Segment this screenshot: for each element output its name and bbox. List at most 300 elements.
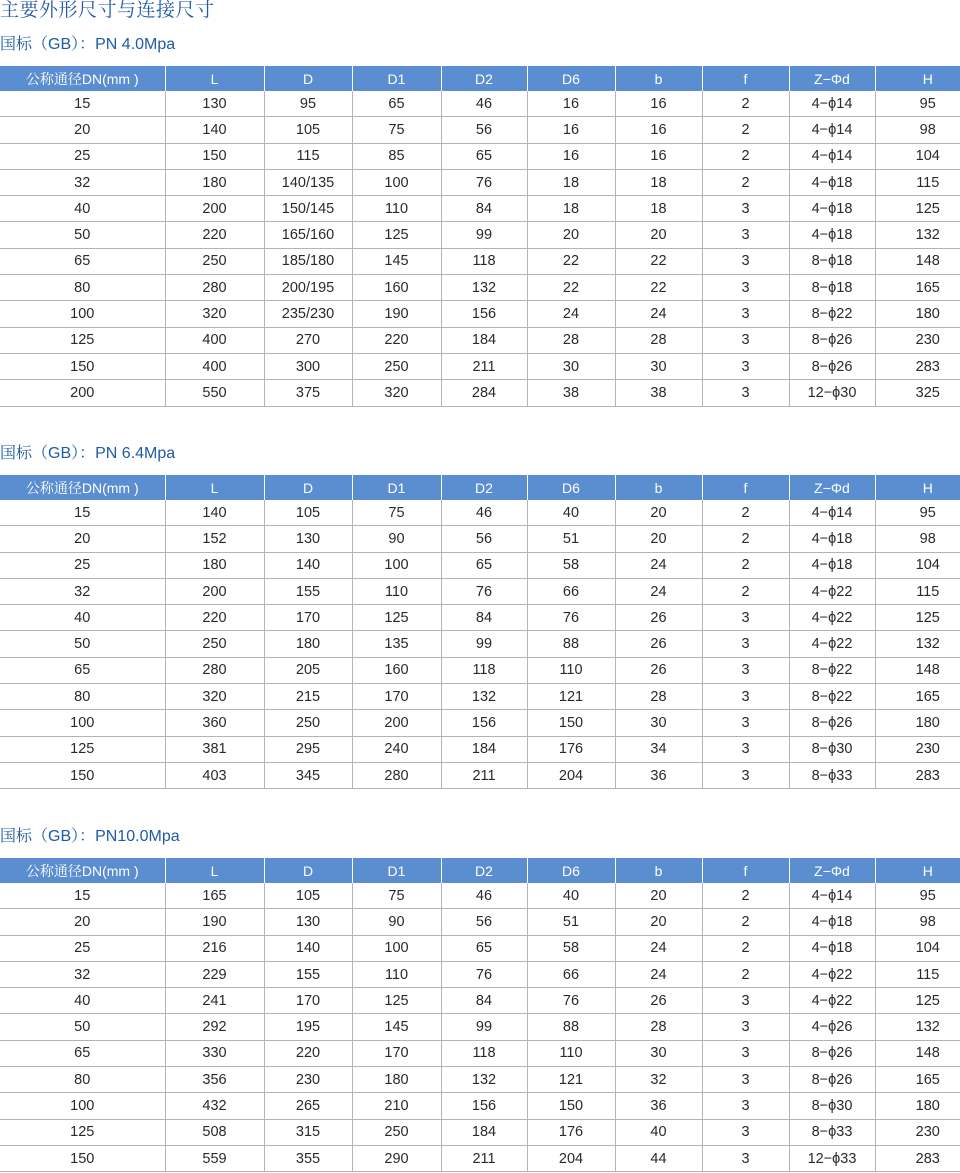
table-cell: 8−ϕ22 [789,301,875,327]
table-cell: 145 [352,1014,441,1040]
table-cell: 375 [264,380,352,406]
table-cell: 118 [441,248,527,274]
table-cell: 46 [441,883,527,909]
table-cell: 76 [527,605,615,631]
table-cell: 30 [527,353,615,379]
table-cell: 16 [615,143,702,169]
table-cell: 284 [441,380,527,406]
table-cell: 355 [264,1145,352,1171]
table-cell: 250 [352,1119,441,1145]
table-cell: 235/230 [264,301,352,327]
table-cell: 125 [875,988,960,1014]
table-cell: 4−ϕ18 [789,196,875,222]
table-row [0,909,960,935]
table-cell: 8−ϕ22 [789,684,875,710]
table-cell: 4−ϕ18 [789,935,875,961]
table-cell: 125 [875,196,960,222]
table-row [0,961,960,987]
table-cell: 56 [441,526,527,552]
table-cell: 125 [352,222,441,248]
table-cell: 148 [875,248,960,274]
table-cell: 200 [165,196,264,222]
table-cell: 32 [0,169,165,195]
table-cell: 140 [165,117,264,143]
table-cell: 180 [264,631,352,657]
column-header: b [615,475,702,500]
table-cell: 26 [615,657,702,683]
table-cell: 24 [615,552,702,578]
table-cell: 2 [702,961,789,987]
table-cell: 3 [702,1093,789,1119]
table-cell: 205 [264,657,352,683]
table-cell: 180 [875,1093,960,1119]
table-cell: 125 [352,605,441,631]
table-cell: 2 [702,935,789,961]
table-cell: 150 [527,710,615,736]
table-cell: 132 [441,684,527,710]
table-cell: 165/160 [264,222,352,248]
table-cell: 50 [0,631,165,657]
table-cell: 320 [165,684,264,710]
table-cell: 4−ϕ22 [789,578,875,604]
table-cell: 3 [702,301,789,327]
table-cell: 8−ϕ22 [789,657,875,683]
column-header: D2 [441,475,527,500]
table-cell: 4−ϕ22 [789,631,875,657]
table-cell: 18 [527,169,615,195]
table-cell: 200/195 [264,275,352,301]
table-cell: 76 [441,961,527,987]
table-cell: 250 [165,631,264,657]
table-cell: 25 [0,552,165,578]
table-cell: 3 [702,1040,789,1066]
column-header: Z−Φd [789,66,875,91]
table-row [0,684,960,710]
table-cell: 152 [165,526,264,552]
table-cell: 184 [441,327,527,353]
table-cell: 4−ϕ14 [789,143,875,169]
table-cell: 125 [0,736,165,762]
table-cell: 241 [165,988,264,1014]
table-cell: 32 [615,1067,702,1093]
table-cell: 2 [702,500,789,526]
table-cell: 216 [165,935,264,961]
table-cell: 204 [527,762,615,788]
table-cell: 51 [527,526,615,552]
table-cell: 80 [0,275,165,301]
table-cell: 30 [615,710,702,736]
table-cell: 25 [0,935,165,961]
column-header: D [264,66,352,91]
column-header: D1 [352,858,441,883]
table-cell: 4−ϕ14 [789,91,875,117]
table-cell: 90 [352,909,441,935]
column-header: D2 [441,858,527,883]
table-cell: 3 [702,762,789,788]
table-cell: 2 [702,143,789,169]
table-cell: 156 [441,1093,527,1119]
table-cell: 165 [165,883,264,909]
table-cell: 3 [702,710,789,736]
table-cell: 18 [615,169,702,195]
table-cell: 140 [165,500,264,526]
table-cell: 8−ϕ18 [789,248,875,274]
table-cell: 30 [615,353,702,379]
table-cell: 104 [875,935,960,961]
table-cell: 550 [165,380,264,406]
table-cell: 50 [0,222,165,248]
table-cell: 204 [527,1145,615,1171]
table-cell: 50 [0,1014,165,1040]
column-header: Z−Φd [789,475,875,500]
table-cell: 3 [702,327,789,353]
table-cell: 176 [527,1119,615,1145]
table-cell: 280 [165,657,264,683]
column-header: L [165,66,264,91]
table-cell: 160 [352,657,441,683]
table-cell: 2 [702,526,789,552]
table-cell: 44 [615,1145,702,1171]
table-cell: 325 [875,380,960,406]
table-cell: 150 [0,762,165,788]
table-cell: 145 [352,248,441,274]
table-cell: 118 [441,657,527,683]
table-cell: 3 [702,988,789,1014]
table-cell: 65 [352,91,441,117]
table-cell: 95 [875,883,960,909]
column-header: D1 [352,66,441,91]
table-cell: 180 [875,301,960,327]
table-cell: 38 [527,380,615,406]
table-cell: 211 [441,1145,527,1171]
table-cell: 292 [165,1014,264,1040]
table-cell: 58 [527,552,615,578]
table-row [0,935,960,961]
table-cell: 110 [352,196,441,222]
table-cell: 2 [702,883,789,909]
table-cell: 36 [615,762,702,788]
table-cell: 38 [615,380,702,406]
table-cell: 3 [702,353,789,379]
table-cell: 20 [527,222,615,248]
table-cell: 3 [702,222,789,248]
table-cell: 32 [0,578,165,604]
table-cell: 283 [875,353,960,379]
table-cell: 220 [352,327,441,353]
column-header: b [615,66,702,91]
table-cell: 150 [165,143,264,169]
table-cell: 110 [352,578,441,604]
table-cell: 180 [352,1067,441,1093]
table-cell: 30 [615,1040,702,1066]
table-row [0,1014,960,1040]
table-cell: 110 [352,961,441,987]
table-cell: 98 [875,526,960,552]
table-row [0,988,960,1014]
table-cell: 95 [875,91,960,117]
table-cell: 8−ϕ26 [789,327,875,353]
table-cell: 125 [0,1119,165,1145]
table-cell: 75 [352,883,441,909]
table-cell: 156 [441,710,527,736]
table-cell: 34 [615,736,702,762]
table-header-row [0,66,960,91]
table-cell: 51 [527,909,615,935]
table-cell: 184 [441,1119,527,1145]
table-cell: 4−ϕ18 [789,552,875,578]
table-cell: 360 [165,710,264,736]
table-cell: 150/145 [264,196,352,222]
table-cell: 100 [352,552,441,578]
table-cell: 18 [527,196,615,222]
table-cell: 84 [441,196,527,222]
table-cell: 155 [264,578,352,604]
table-cell: 180 [165,552,264,578]
table-cell: 345 [264,762,352,788]
table-cell: 230 [875,1119,960,1145]
table-cell: 65 [441,552,527,578]
table-cell: 24 [527,301,615,327]
table-cell: 40 [0,605,165,631]
table-cell: 88 [527,1014,615,1040]
table-cell: 26 [615,605,702,631]
table-cell: 100 [352,935,441,961]
table-row [0,605,960,631]
table-cell: 46 [441,91,527,117]
table-cell: 180 [165,169,264,195]
table-cell: 20 [0,526,165,552]
table-row [0,169,960,195]
table-cell: 300 [264,353,352,379]
table-row [0,883,960,909]
table-cell: 250 [165,248,264,274]
table-cell: 132 [875,222,960,248]
table-cell: 20 [615,222,702,248]
table-cell: 40 [527,500,615,526]
table-row [0,1067,960,1093]
table-cell: 80 [0,684,165,710]
table-cell: 295 [264,736,352,762]
table-cell: 3 [702,1145,789,1171]
table-cell: 32 [0,961,165,987]
column-header: Z−Φd [789,858,875,883]
table-cell: 95 [875,500,960,526]
table-cell: 80 [0,1067,165,1093]
table-cell: 4−ϕ18 [789,169,875,195]
table-cell: 40 [0,196,165,222]
table-cell: 200 [0,380,165,406]
table-cell: 15 [0,500,165,526]
table-cell: 85 [352,143,441,169]
table-cell: 508 [165,1119,264,1145]
table-row [0,91,960,117]
table-cell: 28 [615,327,702,353]
table-cell: 28 [527,327,615,353]
table-cell: 20 [615,883,702,909]
table-cell: 148 [875,657,960,683]
table-cell: 155 [264,961,352,987]
table-cell: 66 [527,961,615,987]
table-cell: 16 [527,91,615,117]
table-cell: 165 [875,275,960,301]
table-cell: 250 [264,710,352,736]
table-cell: 8−ϕ33 [789,762,875,788]
table-cell: 24 [615,301,702,327]
table-cell: 110 [527,1040,615,1066]
table-cell: 20 [615,500,702,526]
table-row [0,552,960,578]
table-cell: 2 [702,909,789,935]
spec-table-pn100 [0,858,960,1172]
table-row [0,143,960,169]
spec-table-pn40 [0,66,960,407]
table-row [0,578,960,604]
table-cell: 265 [264,1093,352,1119]
table-cell: 36 [615,1093,702,1119]
table-row [0,275,960,301]
table-cell: 46 [441,500,527,526]
column-header: D [264,475,352,500]
table-cell: 3 [702,684,789,710]
table-cell: 16 [527,143,615,169]
table-cell: 115 [875,169,960,195]
table-cell: 100 [0,710,165,736]
table-cell: 150 [0,1145,165,1171]
table-cell: 76 [441,169,527,195]
table-cell: 100 [352,169,441,195]
table-cell: 12−ϕ33 [789,1145,875,1171]
column-header: H [875,858,960,883]
table-cell: 176 [527,736,615,762]
column-header: L [165,475,264,500]
table-row [0,353,960,379]
table-cell: 132 [875,1014,960,1040]
table-cell: 66 [527,578,615,604]
table-cell: 4−ϕ18 [789,526,875,552]
table-cell: 165 [875,684,960,710]
table-cell: 4−ϕ22 [789,988,875,1014]
table-cell: 4−ϕ22 [789,605,875,631]
table-cell: 290 [352,1145,441,1171]
table-row [0,222,960,248]
table-cell: 2 [702,552,789,578]
table-cell: 22 [527,275,615,301]
table-row [0,1040,960,1066]
table-cell: 132 [875,631,960,657]
table-cell: 270 [264,327,352,353]
table-cell: 40 [527,883,615,909]
table-cell: 220 [264,1040,352,1066]
table-cell: 65 [0,657,165,683]
table-cell: 160 [352,275,441,301]
table-cell: 75 [352,117,441,143]
table-row [0,1119,960,1145]
column-header: D6 [527,66,615,91]
table-cell: 8−ϕ26 [789,710,875,736]
table-cell: 3 [702,248,789,274]
table-cell: 200 [352,710,441,736]
table-cell: 22 [615,275,702,301]
table-cell: 2 [702,91,789,117]
table-cell: 320 [352,380,441,406]
table-cell: 8−ϕ26 [789,1067,875,1093]
table-cell: 210 [352,1093,441,1119]
table-cell: 3 [702,631,789,657]
table-cell: 56 [441,117,527,143]
table-cell: 76 [527,988,615,1014]
table-cell: 84 [441,605,527,631]
column-header: f [702,66,789,91]
table-cell: 100 [0,1093,165,1119]
table-cell: 3 [702,1067,789,1093]
table-cell: 15 [0,883,165,909]
table-cell: 215 [264,684,352,710]
table-cell: 190 [352,301,441,327]
table-cell: 280 [352,762,441,788]
table-cell: 26 [615,631,702,657]
table-cell: 3 [702,275,789,301]
table-cell: 105 [264,883,352,909]
table-cell: 20 [0,909,165,935]
section-title-pn100: 国标（GB）：PN10.0Mpa [0,828,180,845]
table-row [0,327,960,353]
table-cell: 211 [441,762,527,788]
table-cell: 121 [527,1067,615,1093]
column-header: D2 [441,66,527,91]
table-cell: 20 [0,117,165,143]
table-cell: 121 [527,684,615,710]
column-header: 公称通径DN(mm ) [0,66,165,91]
table-cell: 65 [0,248,165,274]
table-cell: 185/180 [264,248,352,274]
table-cell: 132 [441,1067,527,1093]
table-header-row [0,858,960,883]
table-cell: 115 [875,578,960,604]
table-cell: 20 [615,526,702,552]
table-cell: 75 [352,500,441,526]
table-cell: 230 [875,736,960,762]
table-cell: 8−ϕ30 [789,736,875,762]
table-cell: 24 [615,578,702,604]
table-cell: 16 [615,117,702,143]
table-cell: 15 [0,91,165,117]
table-cell: 3 [702,1119,789,1145]
table-cell: 559 [165,1145,264,1171]
table-cell: 195 [264,1014,352,1040]
table-cell: 148 [875,1040,960,1066]
table-cell: 125 [352,988,441,1014]
table-cell: 22 [527,248,615,274]
table-cell: 315 [264,1119,352,1145]
column-header: 公称通径DN(mm ) [0,858,165,883]
table-cell: 170 [352,1040,441,1066]
table-cell: 118 [441,1040,527,1066]
table-row [0,762,960,788]
table-cell: 230 [875,327,960,353]
table-cell: 99 [441,631,527,657]
table-cell: 200 [165,578,264,604]
table-cell: 381 [165,736,264,762]
table-cell: 12−ϕ30 [789,380,875,406]
table-cell: 25 [0,143,165,169]
column-header: H [875,66,960,91]
column-header: L [165,858,264,883]
table-cell: 220 [165,222,264,248]
table-cell: 283 [875,1145,960,1171]
table-cell: 24 [615,935,702,961]
section-title-pn40: 国标（GB）：PN 4.0Mpa [0,36,176,53]
table-cell: 104 [875,552,960,578]
